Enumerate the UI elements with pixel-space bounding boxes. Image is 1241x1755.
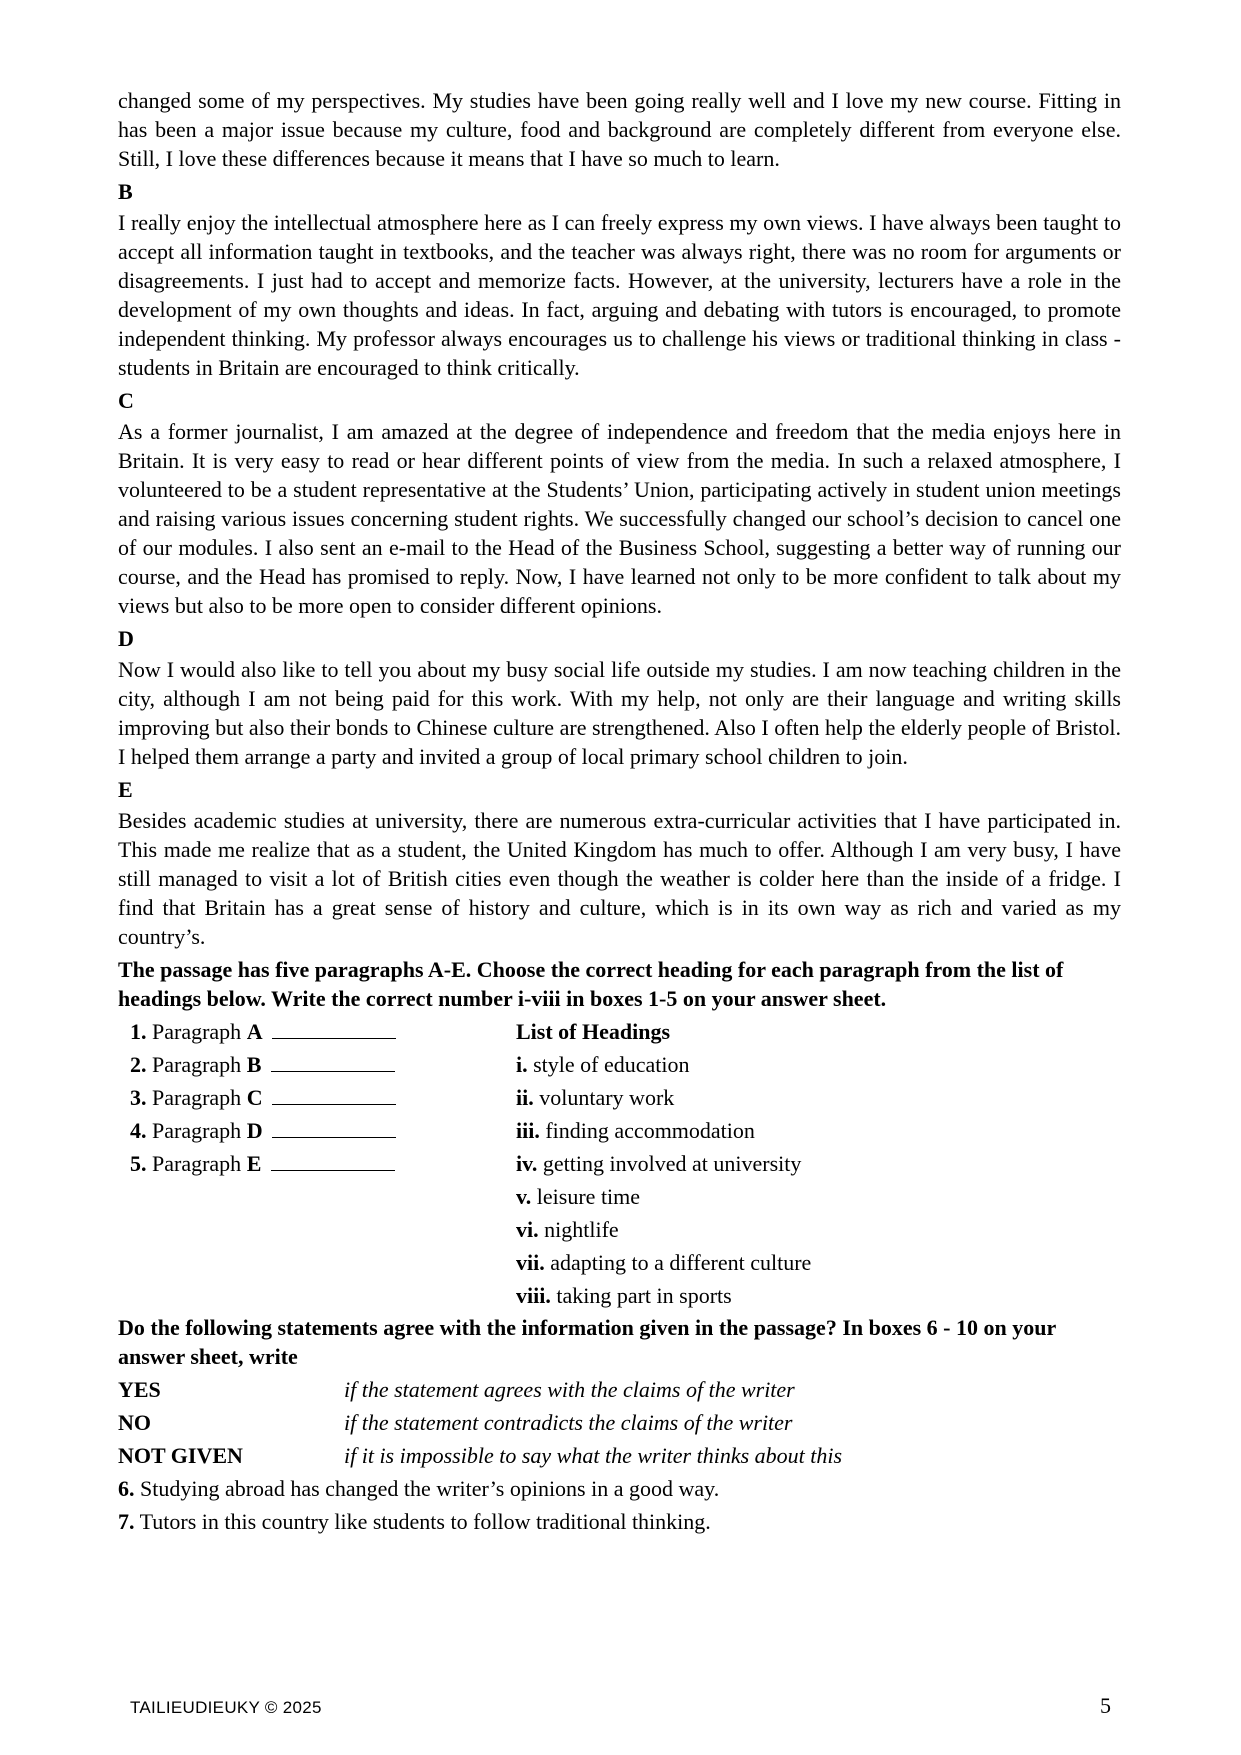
headings-title: List of Headings bbox=[516, 1019, 671, 1044]
paragraph-letter-d: D bbox=[118, 626, 134, 651]
paragraph-letter-b: B bbox=[118, 179, 133, 204]
answer-blank[interactable] bbox=[272, 1082, 396, 1105]
heading-item: iv. getting involved at university bbox=[516, 1151, 802, 1176]
answer-blank[interactable] bbox=[272, 1115, 396, 1138]
heading-item: ii. voluntary work bbox=[516, 1085, 675, 1110]
statement-item: 7. Tutors in this country like students to follow traditional thinking. bbox=[118, 1509, 711, 1534]
ynng-row-not-given: NOT GIVEN if it is impossible to say what the writer thinks about this bbox=[118, 1443, 843, 1468]
question-item: 4. Paragraph D bbox=[130, 1114, 396, 1147]
heading-item: vi. nightlife bbox=[516, 1217, 619, 1242]
question-item: 5. Paragraph E bbox=[130, 1147, 396, 1180]
ynng-row-yes: YES if the statement agrees with the claims of the writer bbox=[118, 1377, 795, 1402]
heading-item: viii. taking part in sports bbox=[516, 1283, 732, 1308]
paragraph-d: Now I would also like to tell you about my busy social life outside my studies. I am now teaching children in the city, although I am not being paid for this work. With my help, not only are their language and writing skills improving but also their bonds to Chinese culture are strengthened. Also I often help the elderly people of Bristol. I helped them arrange a party and invited a group of local primary school children to join. bbox=[118, 657, 1121, 769]
paragraph-c: As a former journalist, I am amazed at the degree of independence and freedom that the media enjoys here in Britain. It is very easy to read or hear different points of view from the media. In such a relaxed atmosphere, I volunteered to be a student representative at the Students’ Union, participating actively in student union meetings and raising various issues concerning student rights. We successfully changed our school’s decision to cancel one of our modules. I also sent an e-mail to the Head of the Business School, suggesting a better way of running our course, and the Head has promised to reply. Now, I have learned not only to be more confident to talk about my views but also to be more open to consider different opinions. bbox=[118, 419, 1121, 618]
document-page bbox=[118, 86, 1121, 1538]
paragraph-e: Besides academic studies at university, there are numerous extra-curricular activities that I have participated in. This made me realize that as a student, the United Kingdom has much to offer. Although I am very busy, I have still managed to visit a lot of British cities even though the weather is colder here than the inside of a fridge. I find that Britain has a great sense of history and culture, which is in its own way as rich and varied as my country’s. bbox=[118, 808, 1121, 949]
statement-item: 6. Studying abroad has changed the writer’s opinions in a good way. bbox=[118, 1476, 720, 1501]
question-item: 2. Paragraph B bbox=[130, 1048, 396, 1081]
headings-list bbox=[516, 1015, 811, 1312]
answer-blank[interactable] bbox=[272, 1016, 396, 1039]
paragraph-a-end: changed some of my perspectives. My studies have been going really well and I love my new course. Fitting in has been a major issue because my culture, food and background are completely different from everyone else. Still, I love these differences because it means that I have so much to learn. bbox=[118, 88, 1121, 171]
instruction-ynng: Do the following statements agree with the information given in the passage? In boxes 6 - 10 on your answer sheet, write bbox=[118, 1315, 1056, 1369]
page-number: 5 bbox=[1100, 1693, 1111, 1718]
answer-blank[interactable] bbox=[271, 1049, 395, 1072]
answer-blank[interactable] bbox=[271, 1148, 395, 1171]
heading-item: vii. adapting to a different culture bbox=[516, 1250, 812, 1275]
footer-brand: TAILIEUDIEUKY © 2025 bbox=[130, 1698, 322, 1717]
ynng-row-no: NO if the statement contradicts the claims of the writer bbox=[118, 1410, 793, 1435]
question-item: 1. Paragraph A bbox=[130, 1015, 396, 1048]
paragraph-letter-c: C bbox=[118, 388, 134, 413]
ynng-legend bbox=[118, 1373, 1121, 1472]
paragraph-letter-e: E bbox=[118, 777, 133, 802]
heading-item: i. style of education bbox=[516, 1052, 690, 1077]
heading-item: v. leisure time bbox=[516, 1184, 641, 1209]
paragraph-b: I really enjoy the intellectual atmosphere here as I can freely express my own views. I have always been taught to accept all information taught in textbooks, and the teacher was always right, there was no room for arguments or disagreements. I just had to accept and memorize facts. However, at the university, lecturers have a role in the development of my own thoughts and ideas. In fact, arguing and debating with tutors is encouraged, to promote independent thinking. My professor always encourages us to challenge his views or traditional thinking in class - students in Britain are encouraged to think critically. bbox=[118, 210, 1121, 380]
question-list bbox=[130, 1015, 396, 1180]
instruction-headings: The passage has five paragraphs A-E. Choose the correct heading for each paragraph from the list of headings below. Write the correct number i-viii in boxes 1-5 on your answer sheet. bbox=[118, 957, 1064, 1011]
matching-section bbox=[118, 1015, 1121, 1309]
question-item: 3. Paragraph C bbox=[130, 1081, 396, 1114]
heading-item: iii. finding accommodation bbox=[516, 1118, 755, 1143]
